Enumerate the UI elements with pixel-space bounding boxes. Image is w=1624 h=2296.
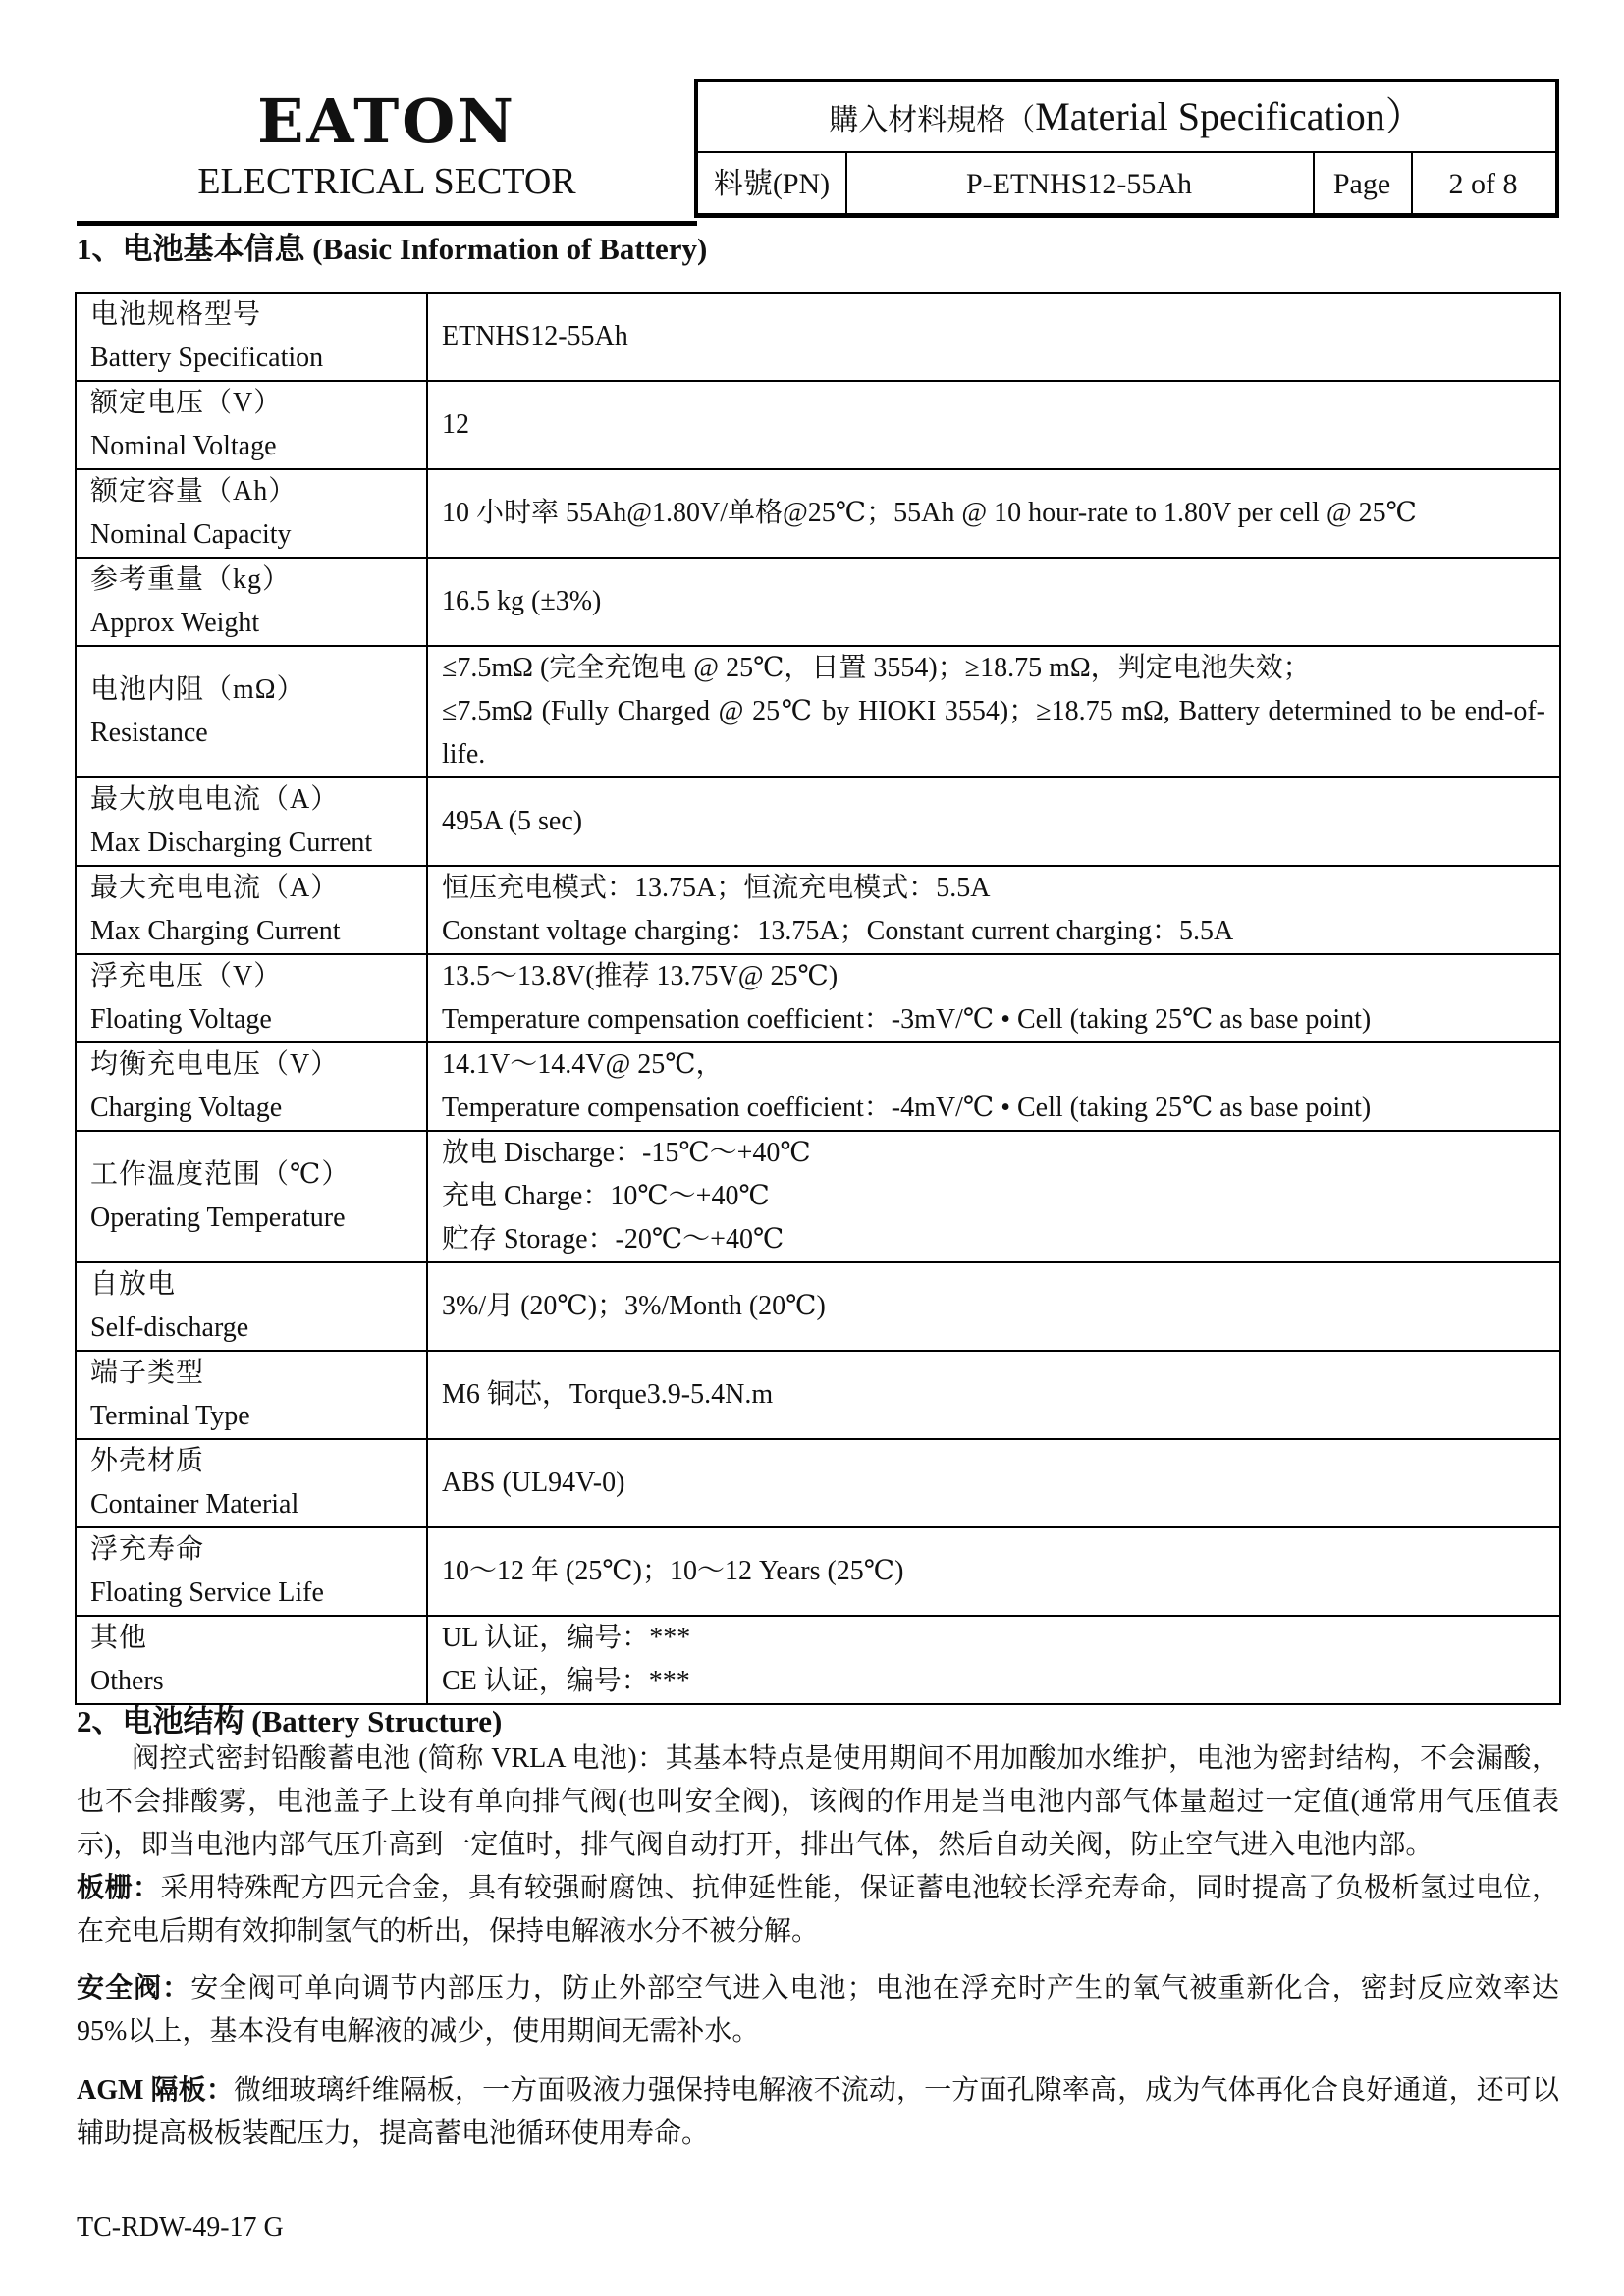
row-label: 均衡充电电压（V） Charging Voltage [76, 1042, 427, 1131]
page-label: Page [1313, 151, 1413, 213]
row-value: 14.1V～14.4V@ 25℃， Temperature compensation coefficient：-4mV/℃ • Cell (taking 25℃ as base point) [427, 1042, 1560, 1131]
table-row [76, 1616, 1560, 1704]
row-label: 最大充电电流（A） Max Charging Current [76, 866, 427, 954]
row-value: ≤7.5mΩ (完全充饱电 @ 25℃，日置 3554)；≥18.75 mΩ，判定电池失效； ≤7.5mΩ (Fully Charged @ 25℃ by HIOKI 3554)；≥18.75 mΩ, Battery determined to be end-of-life. [427, 646, 1560, 777]
row-value: M6 铜芯，Torque3.9-5.4N.m [427, 1351, 1560, 1439]
spec-pn-row [698, 151, 1555, 213]
row-value: 16.5 kg (±3%) [427, 558, 1560, 646]
section1-heading: 1、电池基本信息 (Basic Information of Battery) [77, 232, 708, 266]
table-row [76, 866, 1560, 954]
row-value: 12 [427, 381, 1560, 469]
table-row [76, 777, 1560, 866]
row-label: 额定电压（V） Nominal Voltage [76, 381, 427, 469]
grid-paragraph [77, 1867, 1559, 1953]
spec-header-box [694, 79, 1559, 218]
eaton-logo: EATON [257, 85, 516, 157]
row-label: 浮充寿命 Floating Service Life [76, 1527, 427, 1616]
safety-valve-text: 安全阀可单向调节内部压力，防止外部空气进入电池；电池在浮充时产生的氧气被重新化合，密封反应效率达 95%以上，基本没有电解液的减少，使用期间无需补水。 [77, 1973, 1559, 2047]
row-value: 10 小时率 55Ah@1.80V/单格@25℃；55Ah @ 10 hour-rate to 1.80V per cell @ 25℃ [427, 469, 1560, 558]
row-label: 电池规格型号 Battery Specification [76, 293, 427, 381]
table-row [76, 1042, 1560, 1131]
table-row [76, 293, 1560, 381]
row-label: 电池内阻（mΩ） Resistance [76, 646, 427, 777]
agm-label: AGM 隔板： [77, 2075, 234, 2106]
row-label: 外壳材质 Container Material [76, 1439, 427, 1527]
row-label: 浮充电压（V） Floating Voltage [76, 954, 427, 1042]
row-value: ETNHS12-55Ah [427, 293, 1560, 381]
safety-valve-paragraph [77, 1967, 1559, 2054]
row-label: 自放电 Self-discharge [76, 1262, 427, 1351]
grid-text: 采用特殊配方四元合金，具有较强耐腐蚀、抗伸延性能，保证蓄电池较长浮充寿命，同时提高了负极析氢过电位，在充电后期有效抑制氢气的析出，保持电解液水分不被分解。 [77, 1873, 1559, 1947]
table-row [76, 1351, 1560, 1439]
pn-label: 料號(PN) [698, 151, 847, 213]
row-value: UL 认证，编号：*** CE 认证，编号：*** [427, 1616, 1560, 1704]
table-row [76, 1131, 1560, 1262]
page-value: 2 of 8 [1448, 168, 1518, 200]
spec-title-cn: 購入材料規格（ [829, 104, 1036, 136]
row-value: 495A (5 sec) [427, 777, 1560, 866]
pn-value: P-ETNHS12-55Ah [845, 151, 1315, 213]
agm-paragraph [77, 2069, 1559, 2156]
table-row [76, 558, 1560, 646]
row-value: 10～12 年 (25℃)；10～12 Years (25℃) [427, 1527, 1560, 1616]
table-row [76, 1262, 1560, 1351]
row-label: 工作温度范围（℃） Operating Temperature [76, 1131, 427, 1262]
row-label: 最大放电电流（A） Max Discharging Current [76, 777, 427, 866]
structure-intro-paragraph: 阀控式密封铅酸蓄电池 (简称 VRLA 电池)：其基本特点是使用期间不用加酸加水维护，电池为密封结构，不会漏酸，也不会排酸雾，电池盖子上设有单向排气阀(也叫安全阀)，该阀的作用是当电池内部气体量超过一定值(通常用气压值表示)，即当电池内部气压升高到一定值时，排气阀自动打开，排出气体，然后自动关阀，防止空气进入电池内部。 [77, 1743, 1559, 1860]
document-code: TC-RDW-49-17 G [77, 2213, 284, 2243]
brand-block [77, 83, 697, 226]
row-value: 放电 Discharge：-15℃～+40℃ 充电 Charge：10℃～+40℃ 贮存 Storage：-20℃～+40℃ [427, 1131, 1560, 1262]
spec-title-en: Material Specification [1035, 94, 1385, 138]
row-value: 3%/月 (20℃)；3%/Month (20℃) [427, 1262, 1560, 1351]
table-row [76, 469, 1560, 558]
table-row [76, 1527, 1560, 1616]
battery-info-table [75, 292, 1561, 1705]
row-value: 恒压充电模式：13.75A；恒流充电模式：5.5A Constant voltage charging：13.75A；Constant current charging：5.5A [427, 866, 1560, 954]
table-row [76, 381, 1560, 469]
safety-valve-label: 安全阀： [77, 1973, 191, 2003]
spec-title-close: ） [1384, 94, 1425, 138]
row-label: 参考重量（kg） Approx Weight [76, 558, 427, 646]
section2-heading: 2、电池结构 (Battery Structure) [77, 1704, 503, 1738]
table-row [76, 1439, 1560, 1527]
row-label: 额定容量（Ah） Nominal Capacity [76, 469, 427, 558]
grid-label: 板栅： [77, 1873, 161, 1903]
agm-text: 微细玻璃纤维隔板，一方面吸液力强保持电解液不流动，一方面孔隙率高，成为气体再化合良好通道，还可以辅助提高极板装配压力，提高蓄电池循环使用寿命。 [77, 2075, 1559, 2149]
row-label: 端子类型 Terminal Type [76, 1351, 427, 1439]
table-row [76, 954, 1560, 1042]
row-value: 13.5～13.8V(推荐 13.75V@ 25℃) Temperature compensation coefficient：-3mV/℃ • Cell (taking 25℃ as base point) [427, 954, 1560, 1042]
row-value: ABS (UL94V-0) [427, 1439, 1560, 1527]
table-row [76, 646, 1560, 777]
brand-sector: ELECTRICAL SECTOR [197, 161, 576, 202]
row-label: 其他 Others [76, 1616, 427, 1704]
spec-title [698, 82, 1555, 153]
